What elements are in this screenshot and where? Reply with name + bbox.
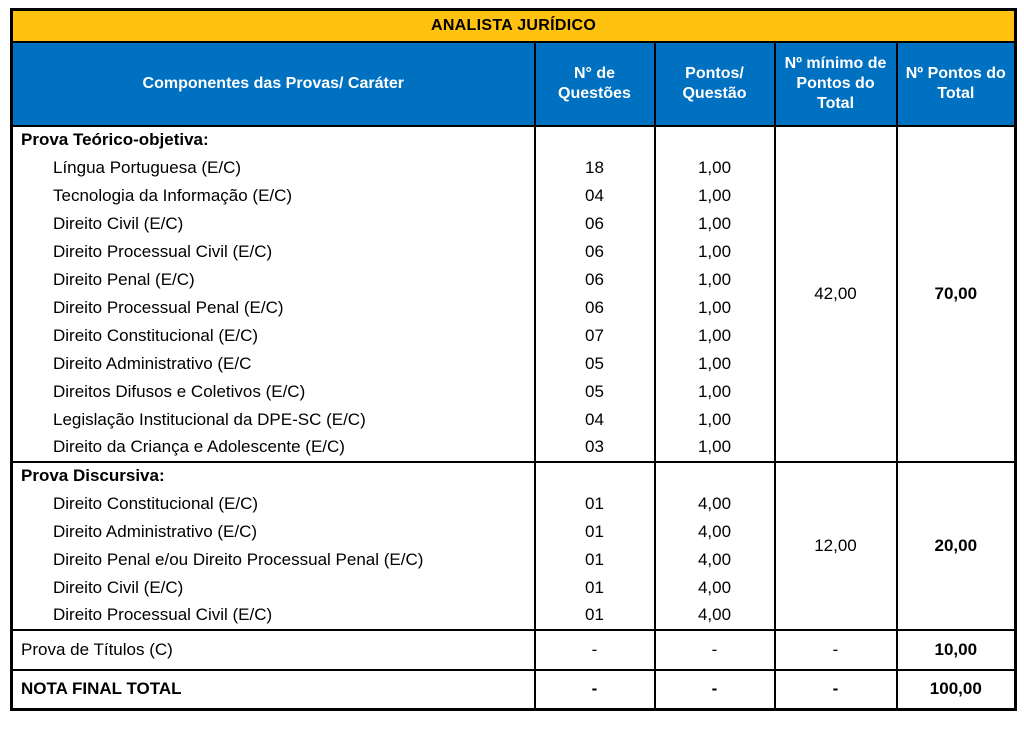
- pontos-cell: 4,00: [655, 602, 775, 630]
- page-title: ANALISTA JURÍDICO: [12, 10, 1016, 42]
- row-label: Prova de Títulos (C): [12, 630, 535, 670]
- questoes-cell: 06: [535, 238, 655, 266]
- subject-label: Direito Processual Civil (E/C): [12, 238, 535, 266]
- subject-label: Direito da Criança e Adolescente (E/C): [12, 434, 535, 462]
- questoes-cell: 06: [535, 266, 655, 294]
- min-pontos-cell: -: [775, 670, 897, 710]
- subject-label: Direito Constitucional (E/C): [12, 322, 535, 350]
- pontos-cell: 1,00: [655, 434, 775, 462]
- questoes-cell: 07: [535, 322, 655, 350]
- subject-label: Direito Penal e/ou Direito Processual Penal (E/C): [12, 546, 535, 574]
- col-header-pontos-questao: Pontos/ Questão: [655, 42, 775, 126]
- section-title: Prova Discursiva:: [12, 462, 535, 490]
- total-pontos-cell: 100,00: [897, 670, 1016, 710]
- nota-final-total-row: [12, 670, 1016, 710]
- questoes-cell: 06: [535, 294, 655, 322]
- total-pontos-cell: 10,00: [897, 630, 1016, 670]
- questoes-cell: -: [535, 630, 655, 670]
- subject-label: Legislação Institucional da DPE-SC (E/C): [12, 406, 535, 434]
- subject-label: Direito Administrativo (E/C: [12, 350, 535, 378]
- title-section: [12, 10, 1016, 126]
- min-pontos-cell: 42,00: [775, 126, 897, 462]
- pontos-cell: 4,00: [655, 518, 775, 546]
- col-header-num-questoes: N° de Questões: [535, 42, 655, 126]
- pontos-cell: 1,00: [655, 378, 775, 406]
- row-label: NOTA FINAL TOTAL: [12, 670, 535, 710]
- pontos-cell: 4,00: [655, 574, 775, 602]
- section-title: Prova Teórico-objetiva:: [12, 126, 535, 154]
- pontos-cell: -: [655, 670, 775, 710]
- pontos-cell: 1,00: [655, 322, 775, 350]
- questoes-cell: 01: [535, 490, 655, 518]
- questoes-cell: 03: [535, 434, 655, 462]
- questoes-cell: 18: [535, 154, 655, 182]
- subject-label: Direito Administrativo (E/C): [12, 518, 535, 546]
- subject-label: Direito Processual Civil (E/C): [12, 602, 535, 630]
- pontos-cell: 1,00: [655, 406, 775, 434]
- min-pontos-cell: 12,00: [775, 462, 897, 630]
- subject-label: Tecnologia da Informação (E/C): [12, 182, 535, 210]
- total-pontos-cell: 20,00: [897, 462, 1016, 630]
- subject-label: Direitos Difusos e Coletivos (E/C): [12, 378, 535, 406]
- total-pontos-cell: 70,00: [897, 126, 1016, 462]
- footer-section: [12, 630, 1016, 710]
- questoes-cell: 06: [535, 210, 655, 238]
- questoes-cell: 01: [535, 602, 655, 630]
- subject-label: Língua Portuguesa (E/C): [12, 154, 535, 182]
- col-header-componentes: Componentes das Provas/ Caráter: [12, 42, 535, 126]
- pontos-cell: 4,00: [655, 546, 775, 574]
- section-header-row: [12, 462, 1016, 490]
- pontos-cell: 1,00: [655, 154, 775, 182]
- questoes-cell: 05: [535, 378, 655, 406]
- pontos-cell: 1,00: [655, 266, 775, 294]
- subject-label: Direito Civil (E/C): [12, 574, 535, 602]
- subject-label: Direito Constitucional (E/C): [12, 490, 535, 518]
- pontos-cell: [655, 126, 775, 154]
- subject-label: Direito Civil (E/C): [12, 210, 535, 238]
- col-header-min-pontos: Nº mínimo de Pontos do Total: [775, 42, 897, 126]
- questoes-cell: 01: [535, 574, 655, 602]
- questoes-cell: [535, 126, 655, 154]
- col-header-pontos-total: Nº Pontos do Total: [897, 42, 1016, 126]
- prova-titulos-row: [12, 630, 1016, 670]
- questoes-cell: -: [535, 670, 655, 710]
- questoes-cell: [535, 462, 655, 490]
- questoes-cell: 04: [535, 406, 655, 434]
- questoes-cell: 01: [535, 546, 655, 574]
- questoes-cell: 04: [535, 182, 655, 210]
- pontos-cell: 1,00: [655, 210, 775, 238]
- subject-label: Direito Processual Penal (E/C): [12, 294, 535, 322]
- pontos-cell: 1,00: [655, 182, 775, 210]
- column-header-row: [12, 42, 1016, 126]
- pontos-cell: -: [655, 630, 775, 670]
- section-prova-teorico-objetiva: [12, 126, 1016, 462]
- section-prova-discursiva: [12, 462, 1016, 630]
- min-pontos-cell: -: [775, 630, 897, 670]
- exam-components-table: [10, 8, 1017, 711]
- questoes-cell: 05: [535, 350, 655, 378]
- pontos-cell: 1,00: [655, 294, 775, 322]
- title-row: [12, 10, 1016, 42]
- pontos-cell: 4,00: [655, 490, 775, 518]
- subject-label: Direito Penal (E/C): [12, 266, 535, 294]
- section-header-row: [12, 126, 1016, 154]
- pontos-cell: 1,00: [655, 350, 775, 378]
- pontos-cell: 1,00: [655, 238, 775, 266]
- pontos-cell: [655, 462, 775, 490]
- questoes-cell: 01: [535, 518, 655, 546]
